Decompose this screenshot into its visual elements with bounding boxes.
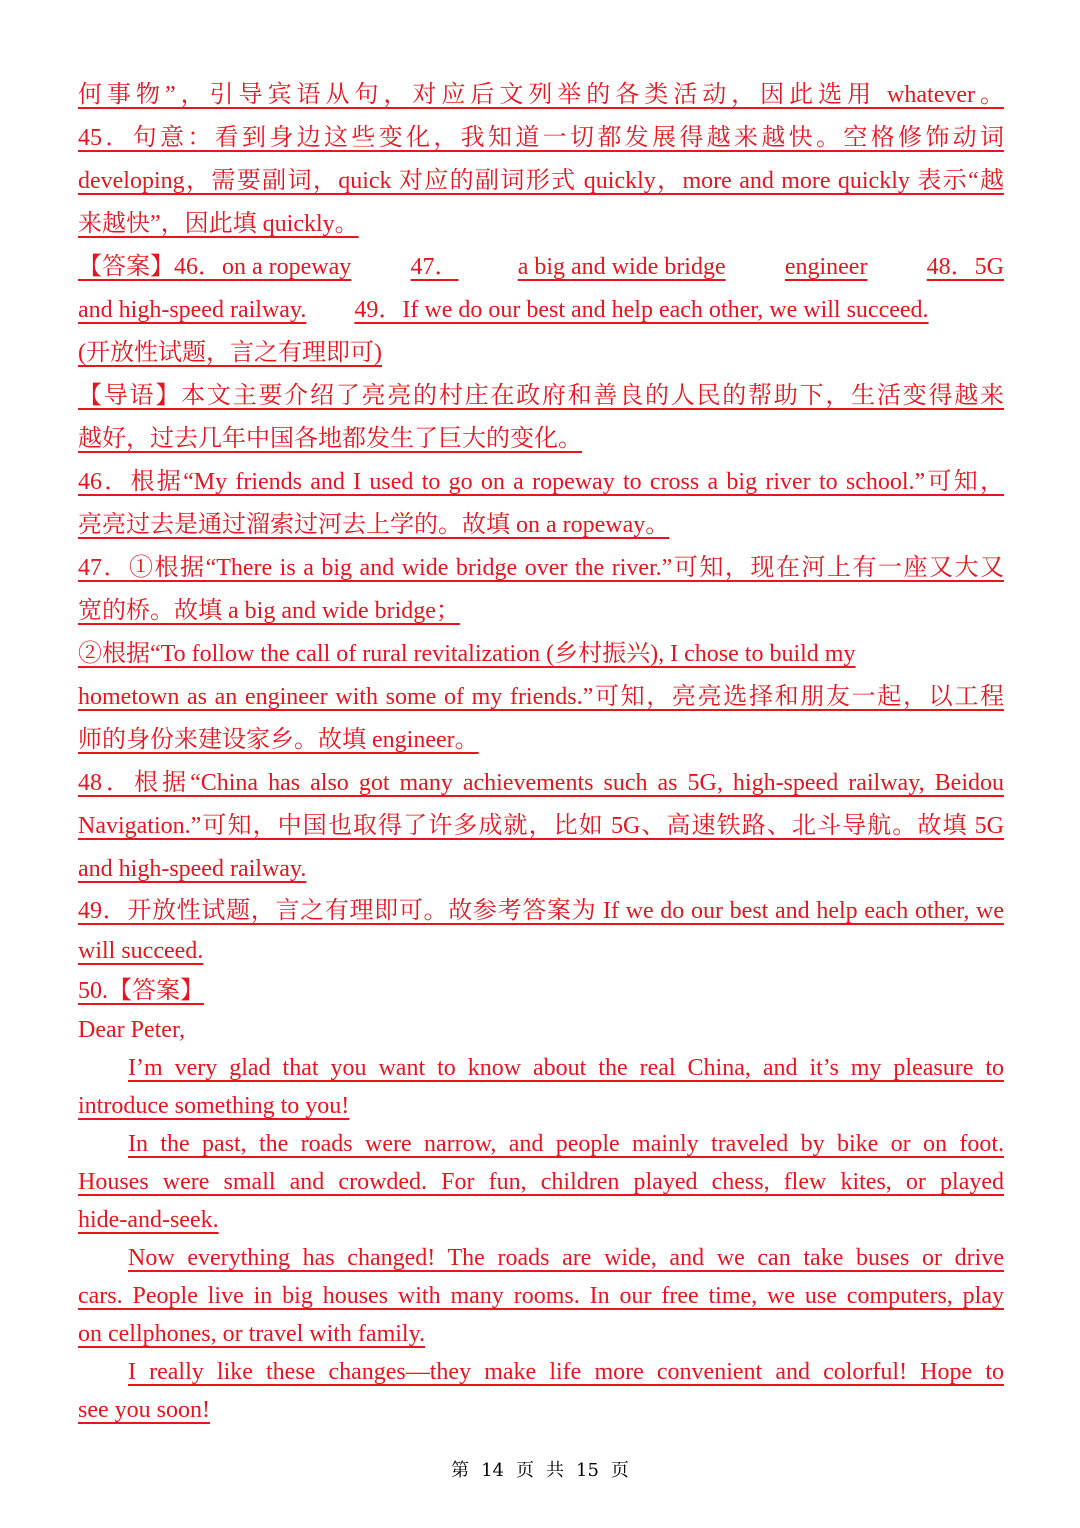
letter-line: I’m very glad that you want to know about the real China, and it’s my pleasure to bbox=[128, 1055, 1004, 1081]
letter-line: on cellphones, or travel with family. bbox=[78, 1321, 426, 1347]
explanation-48: and high-speed railway. bbox=[78, 856, 307, 882]
text-line: developing，需要副词，quick 对应的副词形式 quickly，more and more quickly 表示“越 bbox=[78, 168, 1004, 194]
letter-body bbox=[78, 1049, 1004, 1429]
letter-line: hide-and-seek. bbox=[78, 1207, 219, 1233]
letter-line: see you soon! bbox=[78, 1397, 210, 1423]
answer-49: 49．If we do our best and help each other, we will succeed. bbox=[354, 297, 929, 323]
explanation-46: 亮亮过去是通过溜索过河去上学的。故填 on a ropeway。 bbox=[78, 512, 670, 538]
explanation-46: 46．根据“My friends and I used to go on a ropeway to cross a big river to school.”可知， bbox=[78, 469, 1004, 495]
letter-line: introduce something to you! bbox=[78, 1093, 350, 1119]
explanation-49: will succeed. bbox=[78, 938, 204, 964]
explanation-48: 48．根据“China has also got many achievements such as 5G, high-speed railway, Beidou bbox=[78, 770, 1004, 796]
page-total: 15 bbox=[576, 1460, 599, 1481]
answer-47-a: a big and wide bridge bbox=[517, 254, 726, 280]
answer-46: 【答案】46．on a ropeway bbox=[78, 254, 352, 280]
explanation-47: ②根据“To follow the call of rural revitalization (乡村振兴), I chose to build my bbox=[78, 641, 856, 667]
letter-greeting: Dear Peter, bbox=[78, 1017, 185, 1043]
intro-line: 【导语】本文主要介绍了亮亮的村庄在政府和善良的人民的帮助下，生活变得越来 bbox=[78, 383, 1004, 409]
answer-row-3: (开放性试题，言之有理即可) bbox=[78, 340, 382, 366]
explanation-47: hometown as an engineer with some of my friends.”可知，亮亮选择和朋友一起，以工程 bbox=[78, 684, 1004, 710]
letter-line: Houses were small and crowded. For fun, children played chess, flew kites, or played bbox=[78, 1169, 1004, 1195]
letter-line: Now everything has changed! The roads are wide, and we can take buses or drive bbox=[128, 1245, 1004, 1271]
explanation-49: 49．开放性试题，言之有理即可。故参考答案为 If we do our best and help each other, we bbox=[78, 898, 1004, 924]
text-line: 何事物”，引导宾语从句，对应后文列举的各类活动，因此选用 whatever。 bbox=[78, 82, 1004, 108]
answer-48: and high-speed railway. bbox=[78, 297, 307, 323]
answer-content bbox=[78, 74, 1004, 1429]
answer-47-label: 47． bbox=[410, 254, 459, 280]
page-number: 14 bbox=[481, 1460, 504, 1481]
explanation-47: 师的身份来建设家乡。故填 engineer。 bbox=[78, 727, 479, 753]
letter-line: cars. People live in big houses with many rooms. In our free time, we use computers, play bbox=[78, 1283, 1004, 1309]
answer-row-1 bbox=[78, 246, 1004, 289]
intro-line: 越好，过去几年中国各地都发生了巨大的变化。 bbox=[78, 426, 582, 452]
page-footer: 第 14 页 共 15 页 bbox=[451, 1460, 629, 1481]
answer-48-label: 48．5G bbox=[926, 254, 1004, 280]
letter-line: In the past, the roads were narrow, and people mainly traveled by bike or on foot. bbox=[128, 1131, 1004, 1157]
answer-50-heading: 50.【答案】 bbox=[78, 978, 204, 1004]
text-line: 来越快”，因此填 quickly。 bbox=[78, 211, 359, 237]
explanation-48: Navigation.”可知，中国也取得了许多成就，比如 5G、高速铁路、北斗导航。故填 5G bbox=[78, 813, 1004, 839]
explanation-47: 47．①根据“There is a big and wide bridge over the river.”可知，现在河上有一座又大又 bbox=[78, 555, 1004, 581]
answer-row-2 bbox=[78, 289, 1004, 332]
answer-47-b: engineer bbox=[784, 254, 868, 280]
text-line: 45．句意：看到身边这些变化，我知道一切都发展得越来越快。空格修饰动词 bbox=[78, 125, 1004, 151]
letter-line: I really like these changes—they make life more convenient and colorful! Hope to bbox=[128, 1359, 1004, 1385]
explanation-47: 宽的桥。故填 a big and wide bridge； bbox=[78, 598, 460, 624]
